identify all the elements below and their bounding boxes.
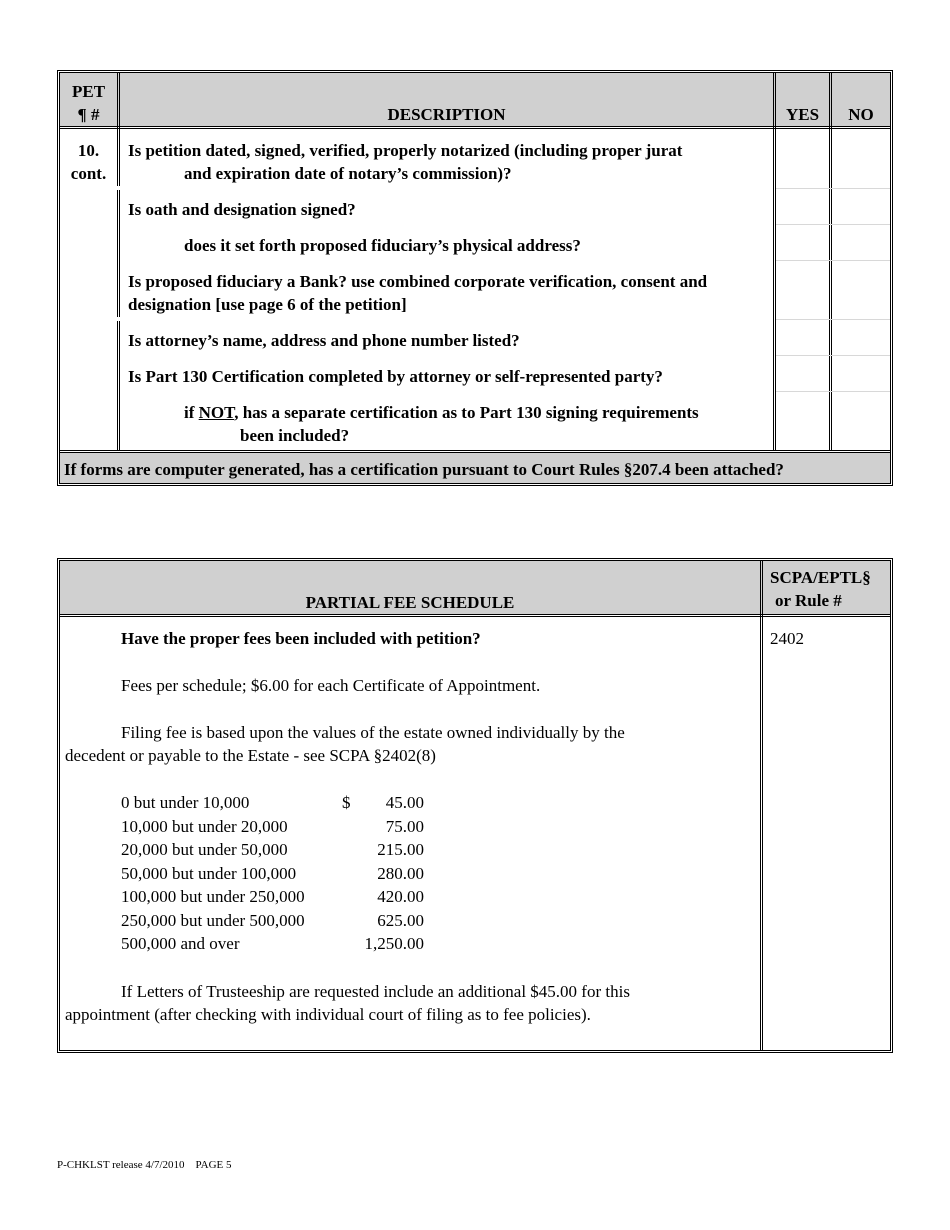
tier-range: 500,000 and over: [121, 934, 240, 953]
fee-schedule-table: [57, 558, 893, 1053]
checklist-table: [57, 70, 893, 486]
currency-symbol: $: [342, 793, 351, 812]
filing-fee-text: [65, 721, 625, 767]
question-attorney: Is attorney’s name, address and phone number listed?: [128, 331, 520, 350]
computer-generated-question: If forms are computer generated, has a certification pursuant to Court Rules §207.4 been attached?: [64, 460, 784, 479]
tier-range: 0 but under 10,000: [121, 793, 250, 812]
tier-fee: 45.00: [385, 793, 424, 812]
tier-fee: 1,250.00: [364, 934, 424, 953]
no-header: NO: [848, 105, 874, 124]
trusteeship-line1: If Letters of Trusteeship are requested include an additional $45.00 for this: [121, 982, 630, 1001]
reference-header: [770, 566, 871, 612]
q7-underlined: NOT: [198, 403, 235, 422]
tier-fee: 420.00: [377, 887, 424, 906]
pet-header-line1: PET: [71, 82, 106, 101]
trusteeship-line2: appointment (after checking with individual court of filing as to fee policies).: [65, 1005, 591, 1024]
reference-header-line2: or Rule #: [775, 591, 842, 610]
tier-range: 10,000 but under 20,000: [121, 816, 288, 836]
q7-prefix: if: [184, 403, 199, 422]
tier-fee: 215.00: [377, 840, 424, 859]
question-part130: Is Part 130 Certification completed by attorney or self-represented party?: [128, 367, 663, 386]
pet-header-line2: ¶ #: [77, 105, 100, 124]
filing-fee-line2: decedent or payable to the Estate - see SCPA §2402(8): [65, 746, 436, 765]
tier-range: 100,000 but under 250,000: [121, 887, 305, 906]
yes-header: YES: [785, 105, 820, 124]
q7-rest: , has a separate certification as to Part 130 signing requirements: [234, 403, 699, 422]
question-notarized-line2: and expiration date of notary’s commission)?: [184, 164, 512, 183]
question-notarized: [128, 139, 682, 185]
footer-page-number: PAGE 5: [195, 1159, 232, 1171]
question-separate-certification: [184, 401, 699, 447]
reference-value: 2402: [770, 629, 804, 648]
tier-range: 50,000 but under 100,000: [121, 863, 297, 883]
fee-schedule-title: PARTIAL FEE SCHEDULE: [305, 593, 515, 612]
pet-number-value: 10.: [77, 141, 100, 160]
pet-number: [60, 139, 117, 185]
question-notarized-line1: Is petition dated, signed, verified, properly notarized (including proper jurat: [128, 141, 683, 160]
description-header: DESCRIPTION: [387, 105, 506, 124]
tier-fee: 75.00: [385, 816, 424, 836]
footer-release: P-CHKLST release 4/7/2010: [57, 1159, 185, 1171]
pet-header: [60, 80, 117, 126]
filing-fee-line1: Filing fee is based upon the values of the estate owned individually by the: [121, 723, 625, 742]
question-bank: [128, 270, 707, 316]
tier-range: 20,000 but under 50,000: [121, 840, 288, 859]
pet-number-cont: cont.: [70, 164, 107, 183]
question-address: does it set forth proposed fiduciary’s physical address?: [184, 236, 581, 255]
tier-range: 250,000 but under 500,000: [121, 910, 305, 930]
reference-header-line1: SCPA/EPTL§: [770, 568, 871, 587]
fees-question: Have the proper fees been included with petition?: [121, 629, 481, 648]
question-separate-certification-line2: been included?: [240, 426, 350, 445]
question-bank-line1: Is proposed fiduciary a Bank? use combined corporate verification, consent and: [128, 272, 708, 291]
question-oath: Is oath and designation signed?: [128, 200, 356, 219]
page-footer: [57, 1159, 231, 1171]
question-bank-line2: designation [use page 6 of the petition]: [128, 295, 407, 314]
tier-fee: 625.00: [377, 910, 424, 930]
trusteeship-text: [65, 980, 630, 1026]
tier-fee: 280.00: [377, 863, 424, 883]
fees-per-schedule: Fees per schedule; $6.00 for each Certificate of Appointment.: [121, 676, 541, 695]
